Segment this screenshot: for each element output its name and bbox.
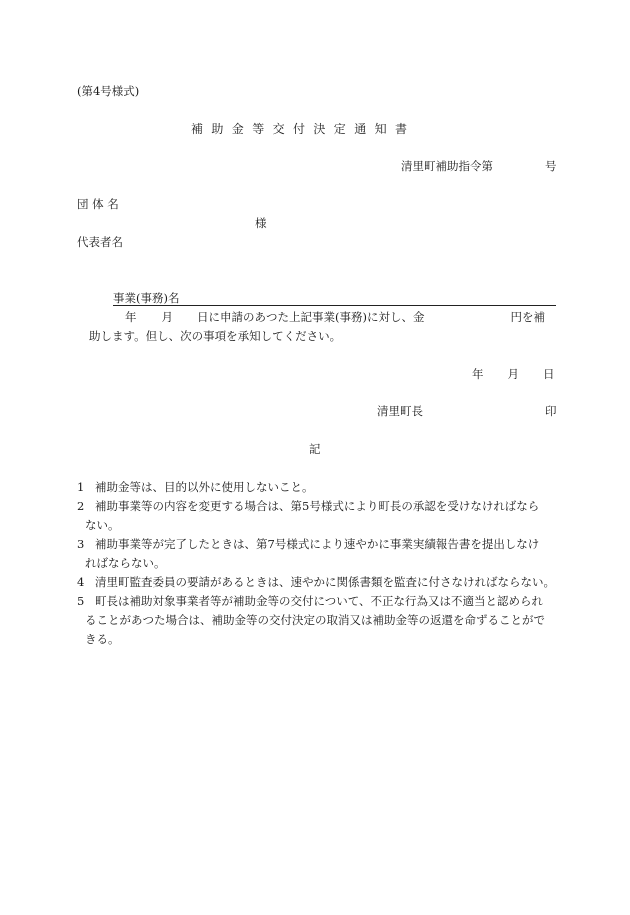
condition-text: 補助金等は、目的以外に使用しないこと。 bbox=[95, 480, 314, 494]
condition-item-3 bbox=[77, 539, 539, 551]
seal-mark: 印 bbox=[545, 404, 557, 418]
reference-number-prefix: 清里町補助指令第 bbox=[401, 159, 493, 173]
issue-date-year: 年 bbox=[472, 367, 484, 381]
project-name-label: 事業(事務)名 bbox=[113, 291, 180, 305]
condition-item-4 bbox=[77, 577, 555, 589]
application-text: 日に申請のあつた上記事業(事務)に対し、金 bbox=[197, 310, 425, 324]
organization-name-label: 団 体 名 bbox=[77, 197, 119, 211]
document-title: 補助金等交付決定通知書 bbox=[191, 122, 416, 136]
recipient-honorific: 様 bbox=[255, 216, 267, 230]
condition-continuation: ない。 bbox=[85, 518, 120, 532]
condition-text: 清里町監査委員の要請があるときは、速やかに関係書類を監査に付さなければならない。 bbox=[95, 575, 555, 589]
issue-date bbox=[472, 369, 555, 381]
condition-item-5 bbox=[77, 596, 543, 608]
application-month: 月 bbox=[161, 310, 173, 324]
issue-date-day: 日 bbox=[543, 367, 555, 381]
condition-number: 2 bbox=[77, 499, 85, 513]
condition-number: 5 bbox=[77, 594, 85, 608]
condition-item-2 bbox=[77, 501, 539, 513]
condition-continuation: きる。 bbox=[85, 632, 120, 646]
condition-continuation: ることがあつた場合は、補助金等の交付決定の取消又は補助金等の返還を命ずることがで bbox=[85, 613, 545, 627]
condition-number: 3 bbox=[77, 537, 85, 551]
ki-heading: 記 bbox=[309, 442, 321, 456]
project-name-underline bbox=[113, 305, 556, 306]
application-statement-line-2: 助します。但し、次の事項を承知してください。 bbox=[89, 329, 342, 343]
form-number-label: (第4号様式) bbox=[77, 84, 140, 98]
condition-text: 町長は補助対象事業者等が補助金等の交付について、不正な行為又は不適当と認められ bbox=[95, 594, 544, 608]
condition-number: 1 bbox=[77, 480, 85, 494]
condition-item-1 bbox=[77, 482, 314, 494]
representative-name-label: 代表者名 bbox=[77, 235, 123, 249]
condition-text: 補助事業等が完了したときは、第7号様式により速やかに事業実績報告書を提出しなけ bbox=[95, 537, 540, 551]
condition-number: 4 bbox=[77, 575, 85, 589]
application-year: 年 bbox=[125, 310, 137, 324]
reference-number-suffix: 号 bbox=[545, 159, 557, 173]
application-yen: 円を補 bbox=[510, 310, 545, 324]
condition-text: 補助事業等の内容を変更する場合は、第5号様式により町長の承認を受けなければなら bbox=[95, 499, 540, 513]
issuer-title: 清里町長 bbox=[377, 404, 423, 418]
application-statement-line-1 bbox=[125, 312, 545, 324]
issue-date-month: 月 bbox=[507, 367, 519, 381]
condition-continuation: ればならない。 bbox=[85, 556, 166, 570]
